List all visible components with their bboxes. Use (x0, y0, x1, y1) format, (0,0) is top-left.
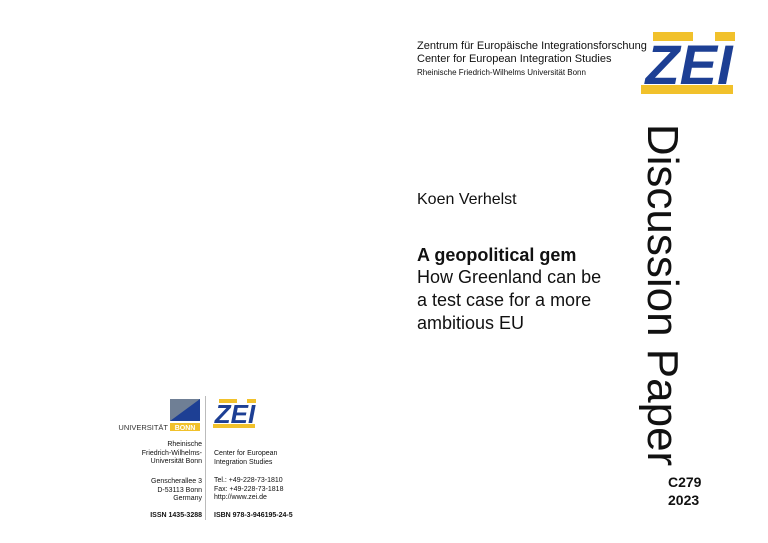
paper-year: 2023 (668, 492, 700, 508)
series-label: Discussion Paper (638, 123, 687, 467)
imprint-divider (205, 396, 206, 520)
subtitle-line: a test case for a more (417, 290, 592, 310)
imprint-address (151, 478, 202, 504)
imprint-phone: Tel.: +49-228-73-1810 (214, 477, 283, 484)
subtitle-line: How Greenland can be (417, 267, 602, 287)
ubonn-logo-text-right: BONN (174, 425, 196, 431)
imprint-line: Friedrich-Wilhelms- (141, 449, 202, 457)
zei-small-text: ZEI (214, 399, 256, 429)
zei-logo-small (213, 398, 257, 429)
issn: ISSN 1435-3288 (150, 512, 202, 519)
ubonn-logo-text-left: UNIVERSITÄT (118, 423, 168, 431)
university-bonn-logo (118, 399, 202, 431)
university-name: Rheinische Friedrich-Wilhelms Universität Bonn (417, 68, 586, 77)
imprint-center (214, 450, 277, 467)
institute-name-german: Zentrum für Europäische Integrationsforschung (417, 40, 647, 52)
paper-number: C279 (668, 474, 702, 490)
imprint-line: Center for European (214, 450, 278, 457)
imprint-line: Integration Studies (214, 458, 273, 466)
subtitle-line: ambitious EU (417, 313, 525, 333)
author-name: Koen Verhelst (417, 191, 517, 208)
imprint-website[interactable]: http://www.zei.de (214, 494, 267, 501)
imprint-line: D-53113 Bonn (157, 486, 202, 494)
imprint-university (142, 441, 202, 467)
imprint-line: Universität Bonn (150, 458, 202, 465)
imprint-line: Genscherallee 3 (151, 478, 202, 485)
isbn: ISBN 978-3-946195-24-5 (214, 512, 293, 519)
imprint-line: Rheinische (167, 441, 202, 448)
imprint-fax: Fax: +49-228-73-1818 (214, 485, 284, 493)
paper-title: A geopolitical gem (417, 245, 577, 265)
imprint-contact (214, 477, 283, 503)
zei-logo (641, 30, 737, 96)
paper-subtitle (417, 266, 647, 335)
zei-logo-text: ZEI (645, 33, 733, 96)
institute-name-english: Center for European Integration Studies (417, 53, 612, 65)
imprint-line: Germany (173, 495, 202, 502)
